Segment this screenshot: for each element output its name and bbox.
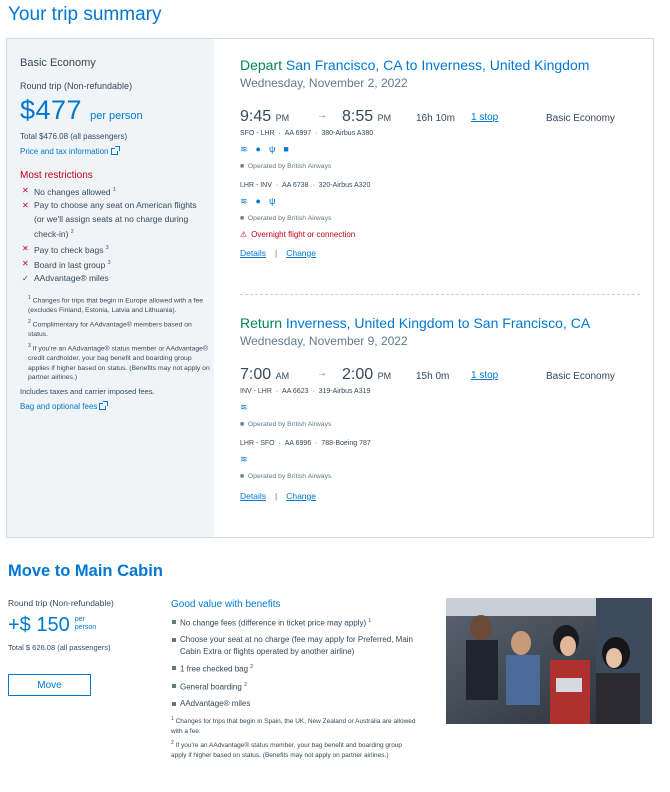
fare-trip-type: Round trip (Non-refundable) — [20, 81, 133, 91]
return-duration: 15h 0m — [416, 371, 450, 382]
restriction-item: ✕ Pay to choose any seat on American flights (or we'll assign seats at no charge during check-in) $^2$ — [22, 200, 197, 240]
return-departure-time: 7:00 AM — [240, 366, 290, 383]
upgrade-price-block — [8, 598, 158, 696]
amenities — [240, 144, 640, 154]
operated-by: ■ Operated by British Airways — [240, 473, 332, 480]
benefits-title: Good value with benefits — [171, 599, 281, 610]
benefit-item: No change fees (difference in ticket price may apply) $^1$ — [171, 616, 426, 629]
depart-actions: Details | Change — [240, 248, 316, 258]
cabin-passengers-photo — [446, 598, 652, 724]
upgrade-per-person: per person — [74, 616, 97, 631]
check-icon: ✓ — [22, 274, 29, 284]
price-tax-info-label: Price and tax information — [20, 147, 109, 156]
depart-details-link[interactable]: Details — [240, 248, 266, 258]
segment-divider — [240, 294, 640, 295]
overnight-warning: ⚠ Overnight flight or connection — [240, 230, 356, 239]
power-outlet-icon: ψ — [268, 144, 276, 154]
footnote: $^3$ If you're an AAdvantage® status member or AAdvantage® credit cardholder, your bag benefit and boarding group applies if higher based on status. (Benefits may not apply on partner airlines.) — [28, 343, 210, 382]
price-tax-info-link[interactable] — [20, 147, 118, 156]
return-times — [240, 366, 640, 386]
upgrade-total: Total $ 626.08 (all passengers) — [8, 643, 111, 652]
restriction-item: ✓ AAdvantage® miles — [20, 272, 208, 286]
operated-by: ■ Operated by British Airways — [240, 163, 332, 170]
fare-panel — [7, 39, 214, 537]
meal-icon: ● — [255, 196, 261, 206]
flight-leg-info: SFO - LHR · AA 6997 · 380-Airbus A380 — [240, 130, 374, 137]
wifi-icon: ≋ — [240, 454, 248, 464]
amenities — [240, 454, 640, 464]
upgrade-title: Move to Main Cabin — [8, 562, 163, 580]
depart-segment — [240, 57, 640, 258]
footnote: $^2$ If you're an AAdvantage® status member, your bag benefit and boarding group apply if higher based on status. (Benefits may not apply on partner airlines.) — [171, 740, 403, 759]
trip-summary-card — [6, 38, 654, 538]
fare-footnotes — [20, 294, 210, 383]
restrictions-list — [20, 184, 214, 286]
depart-stops-link[interactable]: 1 stop — [471, 112, 499, 123]
arrow-right-icon: → — [317, 110, 327, 121]
restriction-item: ✕ No changes allowed $^1$ — [22, 186, 116, 197]
includes-taxes: Includes taxes and carrier imposed fees. — [20, 386, 155, 396]
depart-duration: 16h 10m — [416, 113, 455, 124]
footnote: $^1$ Changes for trips that begin in Spain, the UK, New Zealand or Australia are allowed with a fee. — [171, 715, 416, 735]
power-outlet-icon: ψ — [268, 196, 276, 206]
flight-leg-info: LHR - INV · AA 6738 · 320-Airbus A320 — [240, 182, 371, 189]
flight-leg-info: INV - LHR · AA 6623 · 319-Airbus A319 — [240, 388, 371, 395]
wifi-icon: ≋ — [240, 196, 248, 206]
flight-leg-info: LHR - SFO · AA 6996 · 788-Boeing 787 — [240, 440, 371, 447]
upgrade-trip-type: Round trip (Non-refundable) — [8, 598, 114, 608]
fare-price: $477 — [20, 95, 83, 125]
benefit-item: Choose your seat at no charge (fee may apply for Preferred, Main Cabin Extra or flights operated by another airline) — [171, 634, 426, 657]
fare-name: Basic Economy — [20, 57, 96, 69]
benefits-footnotes — [171, 715, 431, 760]
amenities — [240, 196, 640, 206]
x-icon: ✕ — [22, 243, 29, 253]
benefits-list — [171, 616, 431, 710]
external-link-icon — [99, 403, 106, 410]
fare-per-person: per person — [90, 110, 143, 122]
bag-fees-label: Bag and optional fees — [20, 401, 98, 411]
x-icon: ✕ — [22, 186, 29, 195]
depart-title: Depart San Francisco, CA to Inverness, United Kingdom — [240, 57, 590, 73]
x-icon: ✕ — [22, 201, 29, 211]
benefit-item: AAdvantage® miles — [171, 698, 426, 710]
depart-change-link[interactable]: Change — [286, 248, 316, 258]
return-segment — [240, 315, 640, 501]
return-actions: Details | Change — [240, 491, 316, 501]
bag-fees-link[interactable] — [20, 402, 106, 411]
depart-date: Wednesday, November 2, 2022 — [240, 76, 408, 90]
entertainment-icon: ■ — [283, 144, 289, 154]
move-button[interactable]: Move — [8, 674, 91, 696]
upgrade-price: +$ 150 — [8, 614, 70, 636]
arrow-right-icon: → — [317, 368, 327, 379]
return-arrival-time: 2:00 PM — [342, 366, 392, 383]
benefit-item: General boarding $^2$ — [171, 680, 426, 693]
operated-by: ■ Operated by British Airways — [240, 215, 332, 222]
fare-total: Total $476.08 (all passengers) — [20, 132, 128, 141]
depart-departure-time: 9:45 PM — [240, 108, 290, 125]
restrictions-title: Most restrictions — [20, 170, 93, 181]
restriction-item: ✕ Board in last group $^3$ — [22, 258, 111, 270]
depart-arrival-time: 8:55 PM — [342, 108, 392, 125]
cabin-photo-illustration — [446, 598, 652, 724]
itinerary-panel — [214, 39, 654, 537]
meal-icon: ● — [255, 144, 261, 154]
wifi-icon: ≋ — [240, 144, 248, 154]
return-stops-link[interactable]: 1 stop — [471, 370, 499, 381]
return-date: Wednesday, November 9, 2022 — [240, 334, 408, 348]
depart-times — [240, 108, 640, 128]
operated-by: ■ Operated by British Airways — [240, 421, 332, 428]
benefits-block — [171, 599, 431, 763]
return-cabin: Basic Economy — [546, 371, 615, 382]
external-link-icon — [111, 148, 118, 155]
return-title: Return Inverness, United Kingdom to San Francisco, CA — [240, 315, 591, 331]
return-change-link[interactable]: Change — [286, 491, 316, 501]
depart-cabin: Basic Economy — [546, 113, 615, 124]
amenities — [240, 402, 640, 412]
return-details-link[interactable]: Details — [240, 491, 266, 501]
page-title: Your trip summary — [8, 4, 162, 25]
x-icon: ✕ — [22, 258, 29, 268]
benefit-item: 1 free checked bag $^2$ — [171, 662, 426, 675]
wifi-icon: ≋ — [240, 402, 248, 412]
footnote: $^1$ Changes for trips that begin in Europe allowed with a fee (excludes Finland, Estonia, Latvia and Lithuania). — [28, 294, 204, 314]
restriction-item: ✕ Pay to check bags $^3$ — [22, 243, 109, 255]
footnote: $^2$ Complimentary for AAdvantage® members based on status. — [28, 319, 192, 338]
warning-icon: ⚠ — [240, 230, 248, 239]
